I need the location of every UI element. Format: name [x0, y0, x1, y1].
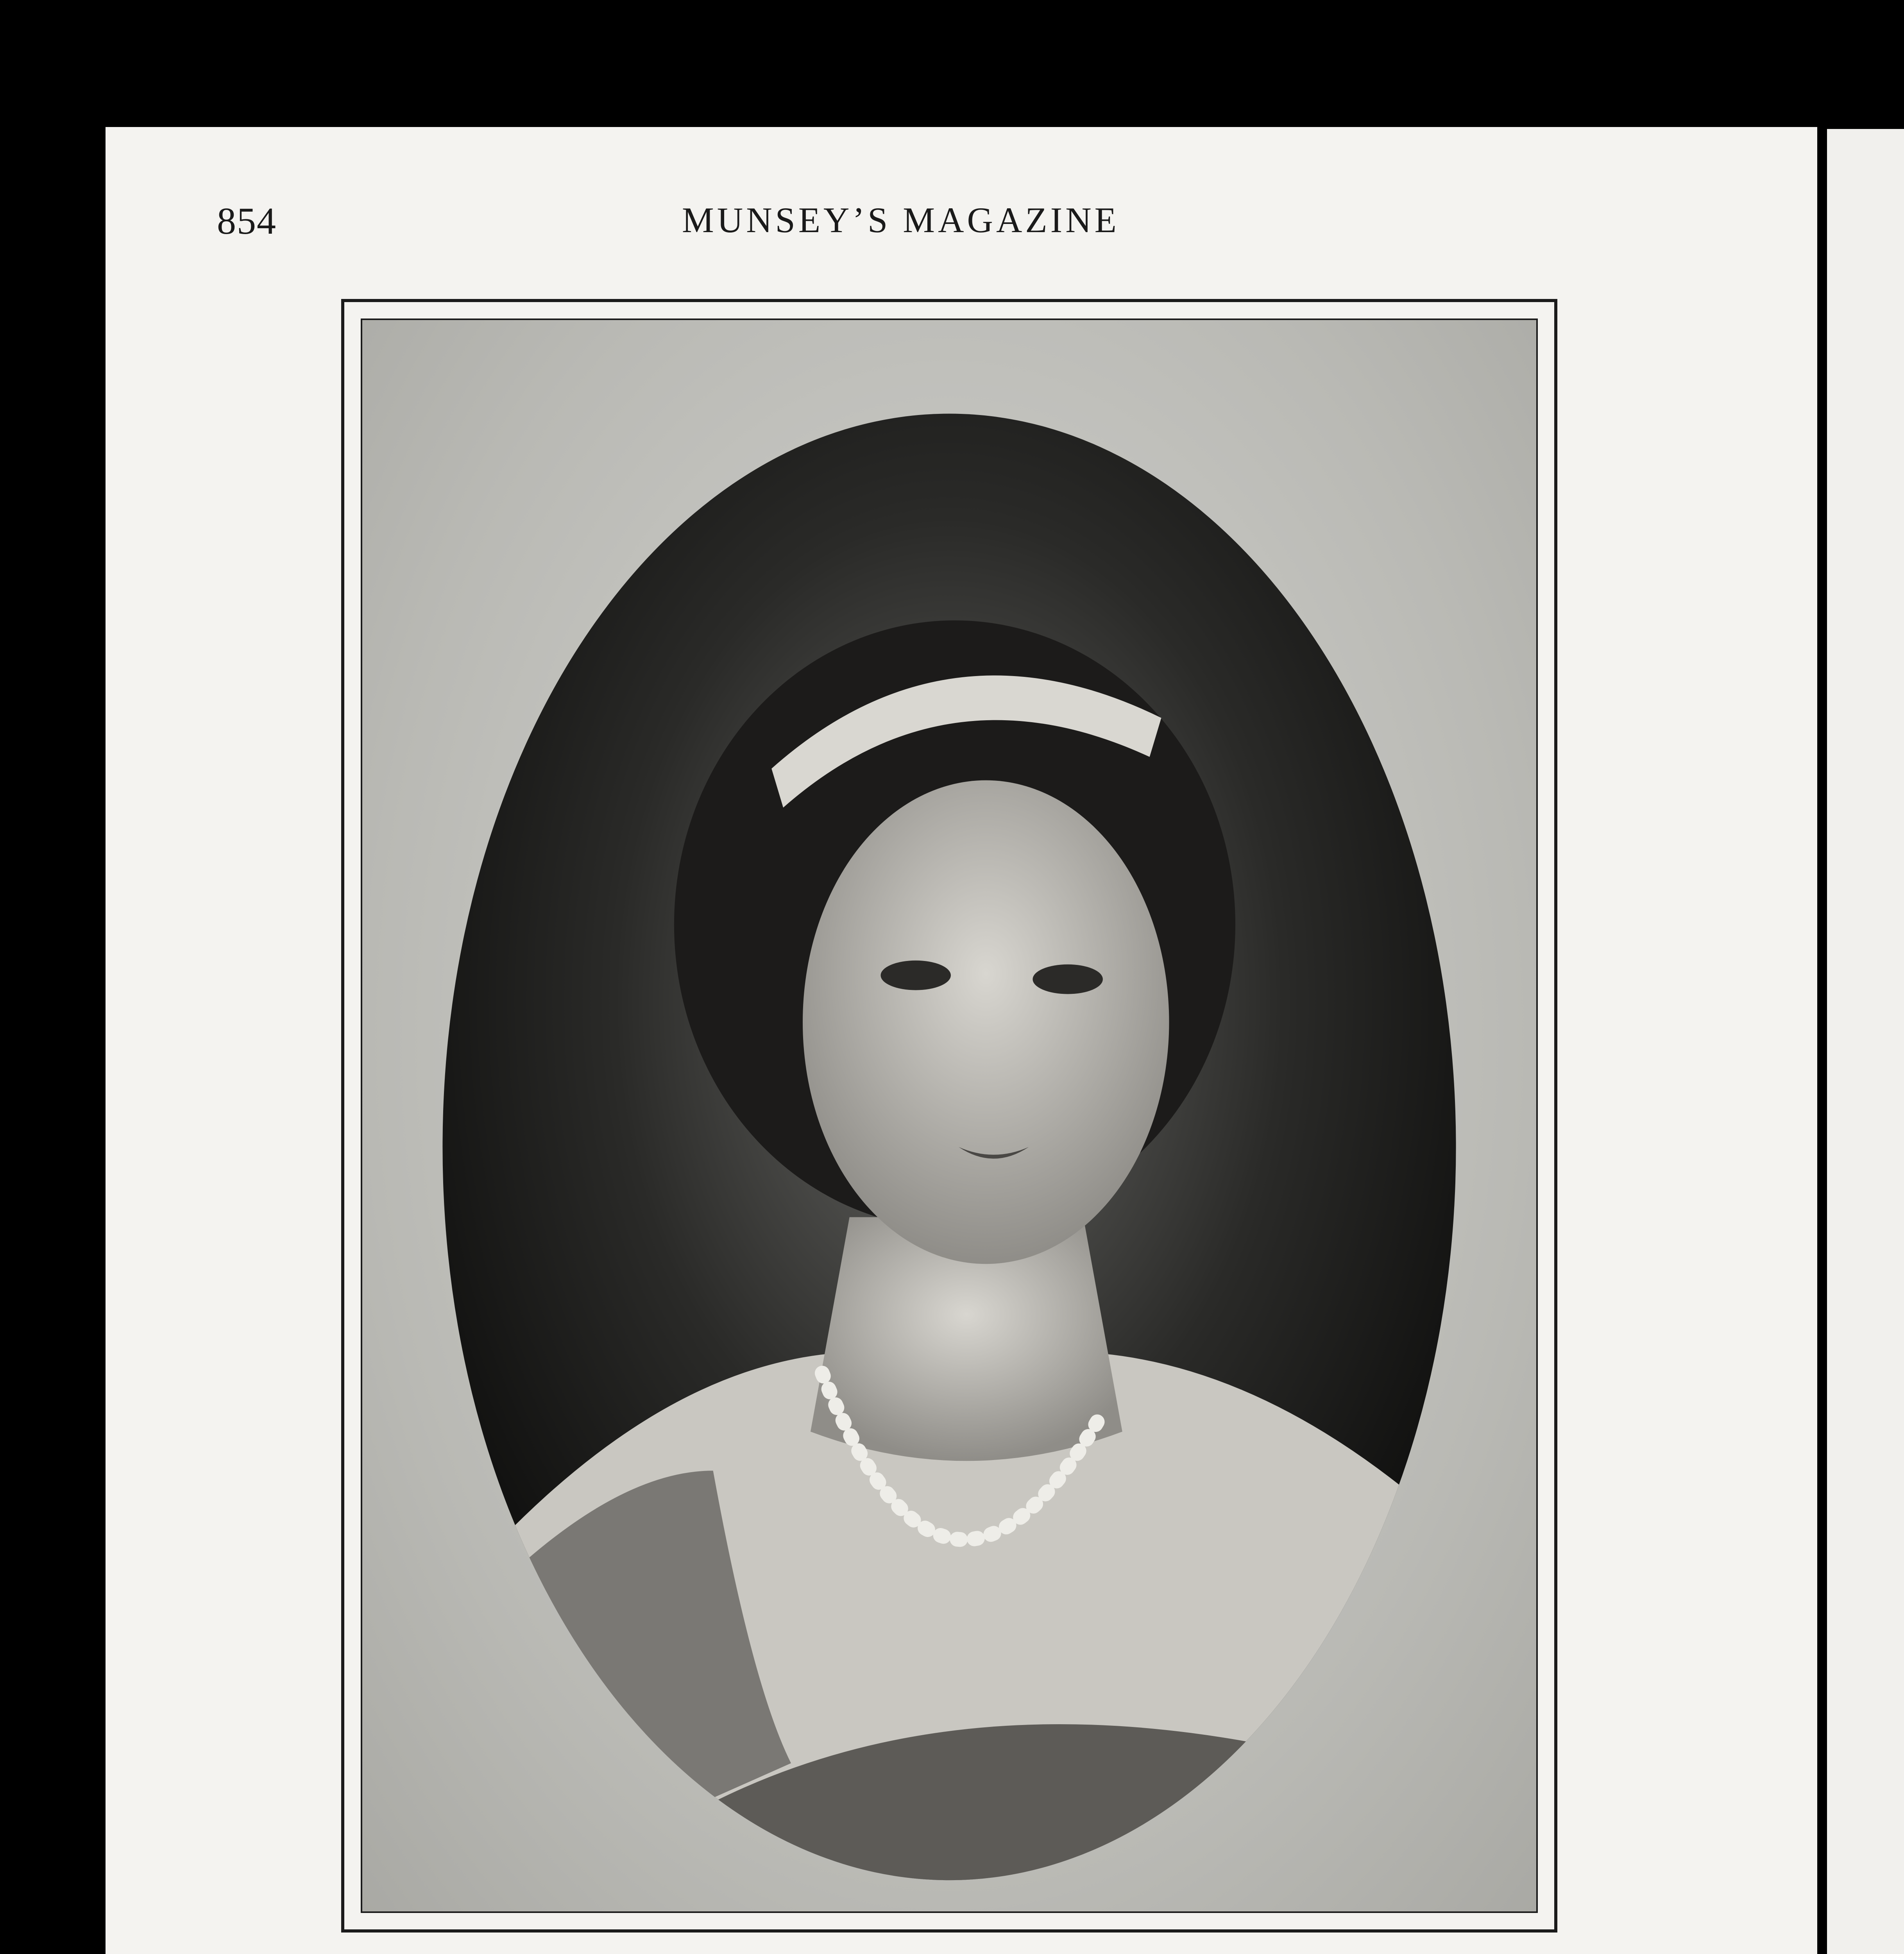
running-title: MUNSEY’S MAGAZINE [682, 200, 1120, 240]
face [803, 780, 1169, 1264]
left-eye [880, 961, 951, 990]
magazine-page [106, 127, 1817, 1954]
right-eye [1033, 964, 1103, 994]
page-number: 854 [217, 200, 277, 242]
portrait-illustration [362, 320, 1536, 1911]
portrait-photo [361, 319, 1538, 1913]
adjacent-page-edge [1827, 129, 1904, 1954]
